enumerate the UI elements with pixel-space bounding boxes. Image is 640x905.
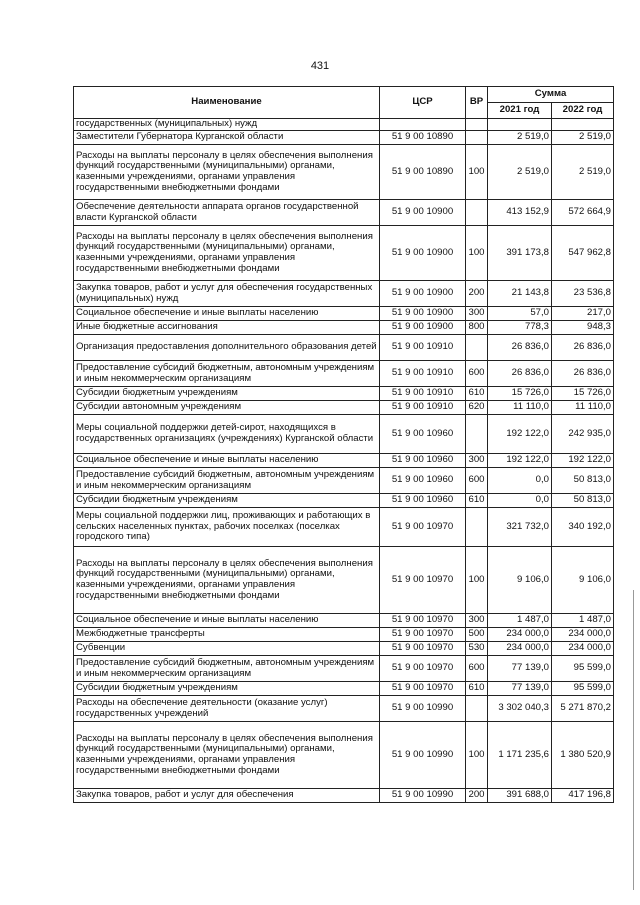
row-sum-2021: 234 000,0 [488, 628, 552, 642]
page-number: 431 [310, 60, 330, 72]
table-row [74, 415, 614, 454]
row-sum-2021: 0,0 [488, 468, 552, 494]
row-csr: 51 9 00 10910 [380, 335, 466, 361]
row-sum-2021: 391 173,8 [488, 226, 552, 281]
row-name: Социальное обеспечение и иные выплаты населению [74, 614, 380, 628]
table-row [74, 281, 614, 307]
table-row [74, 682, 614, 696]
row-sum-2022: 1 487,0 [552, 614, 614, 628]
row-name: Заместители Губернатора Курганской области [74, 131, 380, 145]
row-csr: 51 9 00 10890 [380, 131, 466, 145]
row-sum-2022: 15 726,0 [552, 387, 614, 401]
row-name: Иные бюджетные ассигнования [74, 321, 380, 335]
row-csr: 51 9 00 10970 [380, 656, 466, 682]
row-csr: 51 9 00 10970 [380, 614, 466, 628]
row-csr: 51 9 00 10990 [380, 789, 466, 803]
row-sum-2021: 2 519,0 [488, 145, 552, 200]
row-sum-2022: 572 664,9 [552, 200, 614, 226]
row-vr: 610 [466, 387, 488, 401]
row-sum-2021: 57,0 [488, 307, 552, 321]
table-row [74, 508, 614, 547]
row-sum-2022: 948,3 [552, 321, 614, 335]
row-csr: 51 9 00 10960 [380, 468, 466, 494]
row-name: Субсидии бюджетным учреждениям [74, 387, 380, 401]
row-vr: 500 [466, 628, 488, 642]
row-sum-2022: 50 813,0 [552, 494, 614, 508]
table-row [74, 656, 614, 682]
row-sum-2021: 192 122,0 [488, 454, 552, 468]
row-sum-2021: 778,3 [488, 321, 552, 335]
table-row [74, 335, 614, 361]
table-row [74, 387, 614, 401]
row-vr: 100 [466, 145, 488, 200]
header-2021: 2021 год [488, 103, 552, 119]
row-vr: 100 [466, 547, 488, 614]
table-row [74, 468, 614, 494]
row-csr: 51 9 00 10970 [380, 682, 466, 696]
scan-edge-line [633, 590, 634, 890]
header-name: Наименование [74, 87, 380, 119]
row-sum-2022: 9 106,0 [552, 547, 614, 614]
row-sum-2022: 2 519,0 [552, 131, 614, 145]
row-sum-2021: 413 152,9 [488, 200, 552, 226]
row-csr: 51 9 00 10900 [380, 321, 466, 335]
row-csr: 51 9 00 10890 [380, 145, 466, 200]
row-sum-2022: 242 935,0 [552, 415, 614, 454]
row-sum-2021: 21 143,8 [488, 281, 552, 307]
row-sum-2022: 26 836,0 [552, 335, 614, 361]
row-csr: 51 9 00 10960 [380, 454, 466, 468]
row-sum-2022: 547 962,8 [552, 226, 614, 281]
table-row [74, 145, 614, 200]
row-csr: 51 9 00 10900 [380, 307, 466, 321]
row-name: Обеспечение деятельности аппарата органов государственной власти Курганской области [74, 200, 380, 226]
row-name: Меры социальной поддержки лиц, проживающих и работающих в сельских населенных пунктах, рабочих поселках (поселках городского типа) [74, 508, 380, 547]
row-vr: 800 [466, 321, 488, 335]
row-sum-2022: 417 196,8 [552, 789, 614, 803]
row-vr: 610 [466, 494, 488, 508]
row-vr: 610 [466, 682, 488, 696]
row-sum-2021: 3 302 040,3 [488, 696, 552, 722]
table-row [74, 642, 614, 656]
row-vr: 600 [466, 468, 488, 494]
row-name: Организация предоставления дополнительного образования детей [74, 335, 380, 361]
row-csr: 51 9 00 10970 [380, 508, 466, 547]
row-sum-2021: 391 688,0 [488, 789, 552, 803]
row-name: Предоставление субсидий бюджетным, автономным учреждениям и иным некоммерческим организациям [74, 468, 380, 494]
row-sum-2022: 11 110,0 [552, 401, 614, 415]
row-csr: 51 9 00 10900 [380, 200, 466, 226]
row-vr: 300 [466, 307, 488, 321]
row-sum-2021: 192 122,0 [488, 415, 552, 454]
table-row [74, 307, 614, 321]
row-name: Субсидии бюджетным учреждениям [74, 682, 380, 696]
row-csr: 51 9 00 10960 [380, 494, 466, 508]
row-csr: 51 9 00 10990 [380, 696, 466, 722]
row-sum-2022: 217,0 [552, 307, 614, 321]
row-name: государственных (муниципальных) нужд [74, 119, 380, 131]
row-sum-2022: 23 536,8 [552, 281, 614, 307]
row-name: Межбюджетные трансферты [74, 628, 380, 642]
row-name: Социальное обеспечение и иные выплаты населению [74, 454, 380, 468]
row-vr: 300 [466, 614, 488, 628]
header-2022: 2022 год [552, 103, 614, 119]
table-row [74, 131, 614, 145]
row-csr: 51 9 00 10900 [380, 226, 466, 281]
row-vr [466, 200, 488, 226]
row-sum-2022: 234 000,0 [552, 642, 614, 656]
row-vr: 600 [466, 361, 488, 387]
header-sum: Сумма [488, 87, 614, 103]
table-row [74, 696, 614, 722]
row-csr: 51 9 00 10910 [380, 401, 466, 415]
row-sum-2021: 9 106,0 [488, 547, 552, 614]
row-csr: 51 9 00 10960 [380, 415, 466, 454]
row-vr: 100 [466, 226, 488, 281]
row-sum-2021: 0,0 [488, 494, 552, 508]
row-csr: 51 9 00 10990 [380, 722, 466, 789]
row-sum-2021: 77 139,0 [488, 682, 552, 696]
row-vr [466, 696, 488, 722]
row-csr: 51 9 00 10910 [380, 387, 466, 401]
row-name: Субсидии бюджетным учреждениям [74, 494, 380, 508]
row-sum-2021: 1 171 235,6 [488, 722, 552, 789]
row-name: Предоставление субсидий бюджетным, автономным учреждениям и иным некоммерческим организациям [74, 361, 380, 387]
row-name: Социальное обеспечение и иные выплаты населению [74, 307, 380, 321]
row-csr: 51 9 00 10970 [380, 547, 466, 614]
row-name: Расходы на выплаты персоналу в целях обеспечения выполнения функций государственными (муниципальными) органами, казенными учреждениями, органами управления государственными внебюджетными фондами [74, 722, 380, 789]
budget-table [73, 86, 614, 803]
table-body [74, 119, 614, 803]
row-vr: 620 [466, 401, 488, 415]
row-sum-2021 [488, 119, 552, 131]
row-name: Субсидии автономным учреждениям [74, 401, 380, 415]
table-row [74, 547, 614, 614]
row-name: Расходы на выплаты персоналу в целях обеспечения выполнения функций государственными (муниципальными) органами, казенными учреждениями, органами управления государственными внебюджетными фондами [74, 547, 380, 614]
table-row [74, 454, 614, 468]
table-row [74, 200, 614, 226]
row-name: Предоставление субсидий бюджетным, автономным учреждениям и иным некоммерческим организациям [74, 656, 380, 682]
row-sum-2021: 15 726,0 [488, 387, 552, 401]
row-csr [380, 119, 466, 131]
row-vr: 200 [466, 789, 488, 803]
row-name: Меры социальной поддержки детей-сирот, находящихся в государственных организациях (учреждениях) Курганской области [74, 415, 380, 454]
row-vr [466, 119, 488, 131]
header-csr: ЦСР [380, 87, 466, 119]
row-vr [466, 415, 488, 454]
row-sum-2021: 321 732,0 [488, 508, 552, 547]
row-csr: 51 9 00 10970 [380, 628, 466, 642]
row-vr: 530 [466, 642, 488, 656]
row-vr: 300 [466, 454, 488, 468]
table-row [74, 628, 614, 642]
table-row [74, 119, 614, 131]
table-row [74, 722, 614, 789]
row-vr [466, 131, 488, 145]
row-vr: 100 [466, 722, 488, 789]
row-csr: 51 9 00 10910 [380, 361, 466, 387]
row-sum-2021: 234 000,0 [488, 642, 552, 656]
table-row [74, 401, 614, 415]
row-sum-2022: 5 271 870,2 [552, 696, 614, 722]
row-sum-2022 [552, 119, 614, 131]
header-vr: ВР [466, 87, 488, 119]
row-sum-2022: 234 000,0 [552, 628, 614, 642]
row-name: Закупка товаров, работ и услуг для обеспечения государственных (муниципальных) нужд [74, 281, 380, 307]
row-name: Расходы на выплаты персоналу в целях обеспечения выполнения функций государственными (муниципальными) органами, казенными учреждениями, органами управления государственными внебюджетными фондами [74, 145, 380, 200]
row-vr [466, 508, 488, 547]
row-sum-2022: 26 836,0 [552, 361, 614, 387]
row-sum-2022: 192 122,0 [552, 454, 614, 468]
row-sum-2021: 77 139,0 [488, 656, 552, 682]
row-vr: 200 [466, 281, 488, 307]
table-row [74, 494, 614, 508]
table-row [74, 614, 614, 628]
row-sum-2022: 1 380 520,9 [552, 722, 614, 789]
row-sum-2021: 26 836,0 [488, 335, 552, 361]
row-vr [466, 335, 488, 361]
row-sum-2022: 2 519,0 [552, 145, 614, 200]
table-row [74, 789, 614, 803]
table-row [74, 226, 614, 281]
row-name: Субвенции [74, 642, 380, 656]
row-csr: 51 9 00 10900 [380, 281, 466, 307]
row-name: Расходы на обеспечение деятельности (оказание услуг) государственных учреждений [74, 696, 380, 722]
row-sum-2021: 2 519,0 [488, 131, 552, 145]
row-sum-2022: 340 192,0 [552, 508, 614, 547]
row-sum-2021: 1 487,0 [488, 614, 552, 628]
row-sum-2022: 50 813,0 [552, 468, 614, 494]
header-row [74, 87, 614, 103]
row-name: Закупка товаров, работ и услуг для обеспечения [74, 789, 380, 803]
row-name: Расходы на выплаты персоналу в целях обеспечения выполнения функций государственными (муниципальными) органами, казенными учреждениями, органами управления государственными внебюджетными фондами [74, 226, 380, 281]
table-row [74, 361, 614, 387]
table-row [74, 321, 614, 335]
row-sum-2022: 95 599,0 [552, 656, 614, 682]
row-sum-2021: 26 836,0 [488, 361, 552, 387]
row-csr: 51 9 00 10970 [380, 642, 466, 656]
row-vr: 600 [466, 656, 488, 682]
row-sum-2022: 95 599,0 [552, 682, 614, 696]
row-sum-2021: 11 110,0 [488, 401, 552, 415]
